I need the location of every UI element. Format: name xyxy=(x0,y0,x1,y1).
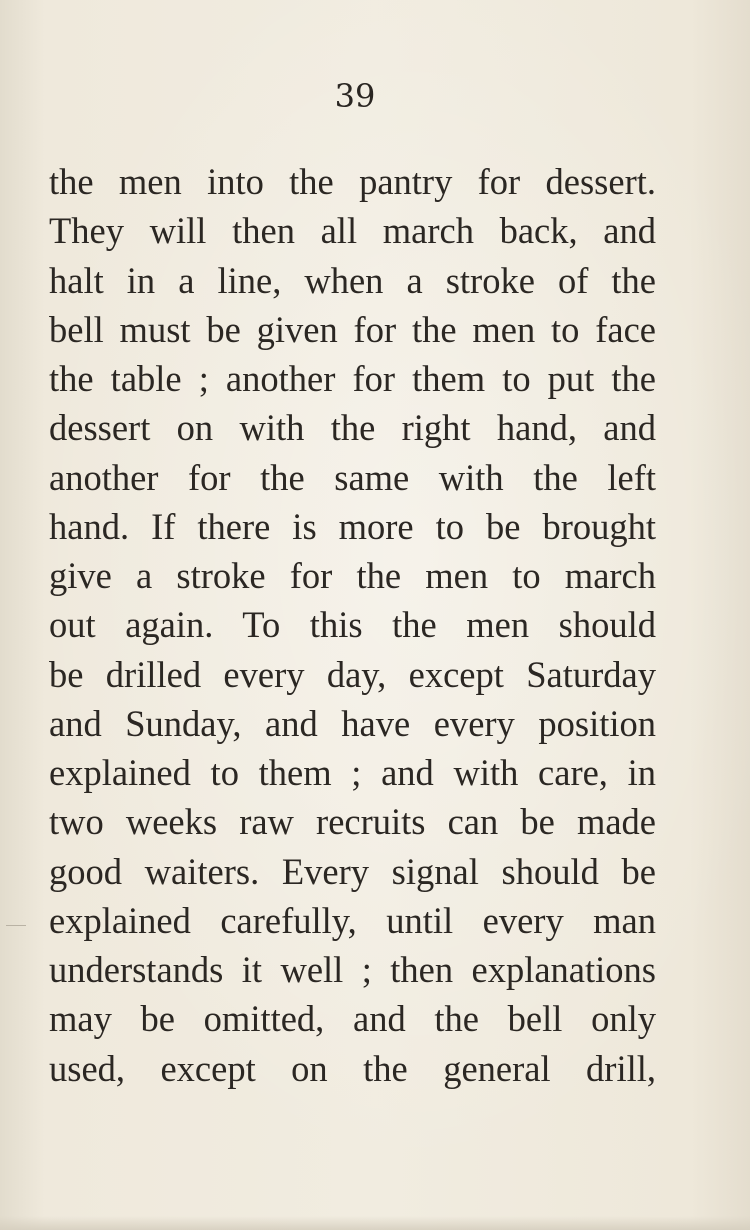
text-line: explained to them ; and with care, in xyxy=(49,752,656,793)
page-bottom-edge xyxy=(0,1216,750,1230)
page-body-text xyxy=(49,157,656,1093)
text-line: may be omitted, and the bell only xyxy=(49,998,656,1040)
margin-mark xyxy=(6,925,26,926)
text-line: They will then all march back, and xyxy=(49,210,656,252)
text-line: used, except on the general drill, xyxy=(49,1047,656,1089)
text-line: the table ; another for them to put the xyxy=(49,358,656,399)
text-line: give a stroke for the men to march xyxy=(49,555,656,596)
text-line: the men into the pantry for dessert. xyxy=(49,161,656,202)
text-line: another for the same with the left xyxy=(49,456,656,498)
text-line: good waiters. Every signal should be xyxy=(49,850,656,892)
page-number: 39 xyxy=(334,77,376,115)
text-line: explained carefully, until every man xyxy=(49,899,656,941)
text-line: halt in a line, when a stroke of the xyxy=(49,259,656,301)
text-line: and Sunday, and have every position xyxy=(49,702,656,744)
text-line: out again. To this the men should xyxy=(49,604,656,646)
text-line: bell must be given for the men to face xyxy=(49,308,656,350)
text-line: understands it well ; then explanations xyxy=(49,949,656,990)
text-line: be drilled every day, except Saturday xyxy=(49,653,656,695)
text-line: dessert on with the right hand, and xyxy=(49,407,656,449)
text-line: hand. If there is more to be brought xyxy=(49,505,656,547)
text-line: two weeks raw recruits can be made xyxy=(49,801,656,843)
